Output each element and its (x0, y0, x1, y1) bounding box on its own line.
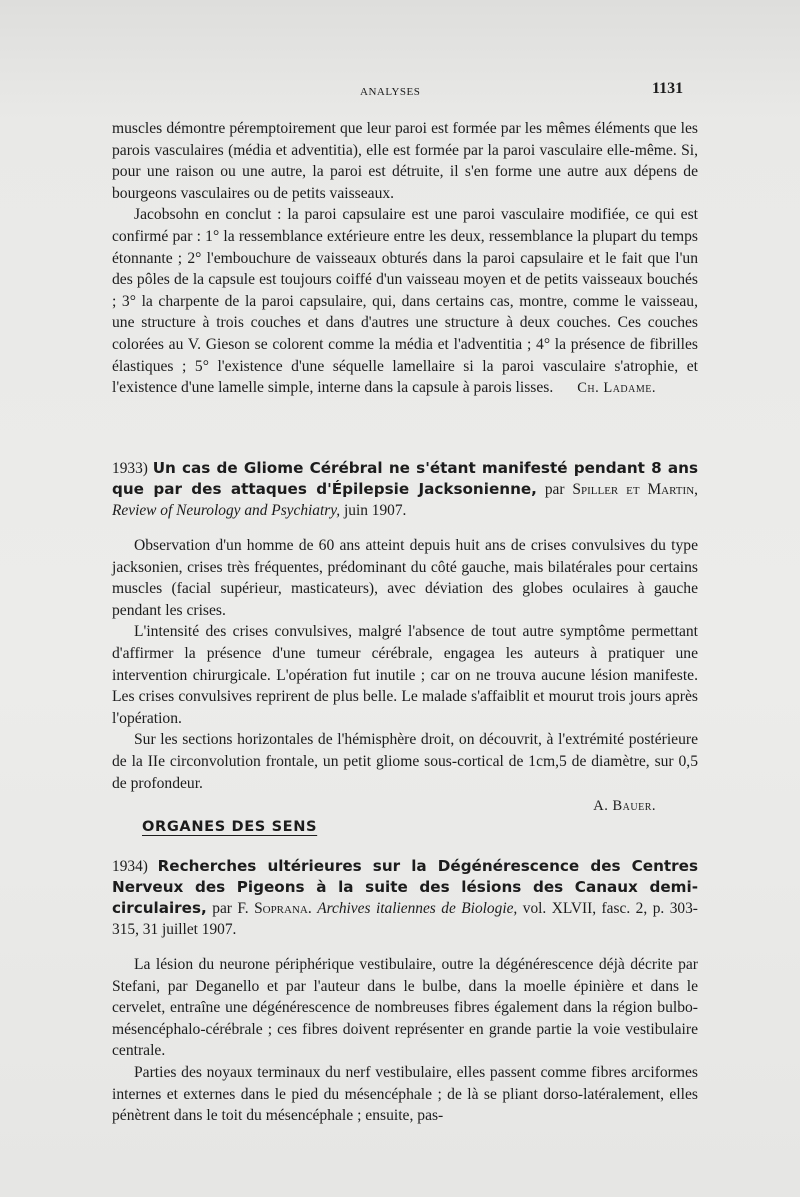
section-title: ORGANES DES SENS (142, 818, 318, 835)
running-title: ANALYSES (360, 86, 421, 98)
article-title: Recherches ultérieures sur la Dégénérescence des Centres Nerveux des Pigeons à la suite des lésions des Canaux demi-circulaires, (112, 857, 698, 917)
journal-name: Review of Neurology and Psychiatry, (112, 502, 341, 519)
by-word: par (212, 900, 232, 917)
journal-name: Archives italiennes de Biologie, (317, 900, 518, 917)
article-authors: F. Soprana. (237, 900, 312, 917)
article-title: Un cas de Gliome Cérébral ne s'étant manifesté pendant 8 ans que par des attaques d'Épilepsie Jacksonienne, (112, 459, 698, 498)
publication-details: vol. XLVII, fasc. 2, p. 303-315, 31 juillet 1907. (112, 900, 698, 938)
paragraph: La lésion du neurone périphérique vestibulaire, outre la dégénérescence déjà décrite par Stefani, par Deganello et par l'auteur dans le bulbe, dans la moelle épinière et dans le cervelet, entraîne une dégénérescence de nombreuses fibres également dans la région bulbo-mésencéphalo-cérébrale ; ces fibres doivent représenter en grande partie la voie vestibulaire centrale. (112, 956, 698, 1060)
by-word: par (544, 481, 565, 498)
paragraph: Jacobsohn en conclut : la paroi capsulaire est une paroi vasculaire modifiée, ce qui est confirmé par : 1° la ressemblance extérieure entre les deux, ressemblance la plupart du temps étonnante ; 2° l'embouchure de vaisseaux obturés dans la paroi capsulaire et le fait que l'un des pôles de la capsule est toujours coiffé d'un vaisseau moyen et de petits vaisseaux bouchés ; 3° la charpente de la paroi capsulaire, qui, dans certains cas, montre, comme le vaisseau, une structure à trois couches et dans d'autres une structure à deux couches. Ces couches colorées au V. Gieson se colorent comme la média et l'adventitia ; 4° la présence de fibrilles élastiques ; 5° l'existence d'une séquelle lamellaire si la paroi vasculaire s'atrophie, et l'existence d'une lamelle simple, interne dans la capsule à parois lisses. (112, 206, 698, 397)
paragraph: L'intensité des crises convulsives, malgré l'absence de tout autre symptôme permettant d'affirmer la présence d'une tumeur cérébrale, engagea les auteurs à pratiquer une intervention chirurgicale. L'opération fut inutile ; car on ne trouva aucune lésion manifeste. Les crises convulsives reprirent de plus belle. Le malade s'affaiblit et mourut trois jours après l'opération. (112, 623, 698, 727)
paragraph: muscles démontre péremptoirement que leur paroi est formée par les mêmes éléments que les parois vasculaires (média et adventitia), elle est formée par la paroi vasculaire elle-même. Si, pour une raison ou une autre, la paroi est détruite, il s'en forme une autre aux dépens de bourgeons vasculaires ou de petits vaisseaux. (112, 120, 698, 202)
paragraph: Parties des noyaux terminaux du nerf vestibulaire, elles passent comme fibres arciformes internes et externes dans le pied du mésencéphale ; de là se pliant dorso-latéralement, elles pénètrent dans le toit du mésencéphale ; ensuite, pas- (112, 1063, 698, 1125)
signature: A. Bauer. (593, 798, 656, 815)
article-number: 1933) (112, 460, 148, 477)
continuation-text (112, 118, 698, 399)
article-authors: Spiller et Martin, (572, 481, 698, 498)
article-number: 1934) (112, 858, 148, 875)
article-heading (112, 856, 698, 940)
paragraph: Sur les sections horizontales de l'hémisphère droit, on découvrit, à l'extrémité postérieure de la IIe circonvolution frontale, un petit gliome sous-cortical de 1cm,5 de diamètre, sur 0,5 de profondeur. (112, 731, 698, 792)
page-number: 1131 (652, 80, 684, 97)
article-heading (112, 458, 698, 521)
paragraph: Observation d'un homme de 60 ans atteint depuis huit ans de crises convulsives du type jacksonien, crises très fréquentes, prédominant du côté gauche, mais bilatérales pour certains muscles (facial supérieur, masticateurs), avec déviation des globes oculaires à gauche pendant les crises. (112, 537, 698, 619)
publication-date: juin 1907. (343, 502, 407, 519)
article-1933 (112, 458, 698, 817)
page-header (0, 80, 800, 104)
signature: Ch. Ladame. (577, 379, 656, 396)
article-1934 (112, 856, 698, 1127)
